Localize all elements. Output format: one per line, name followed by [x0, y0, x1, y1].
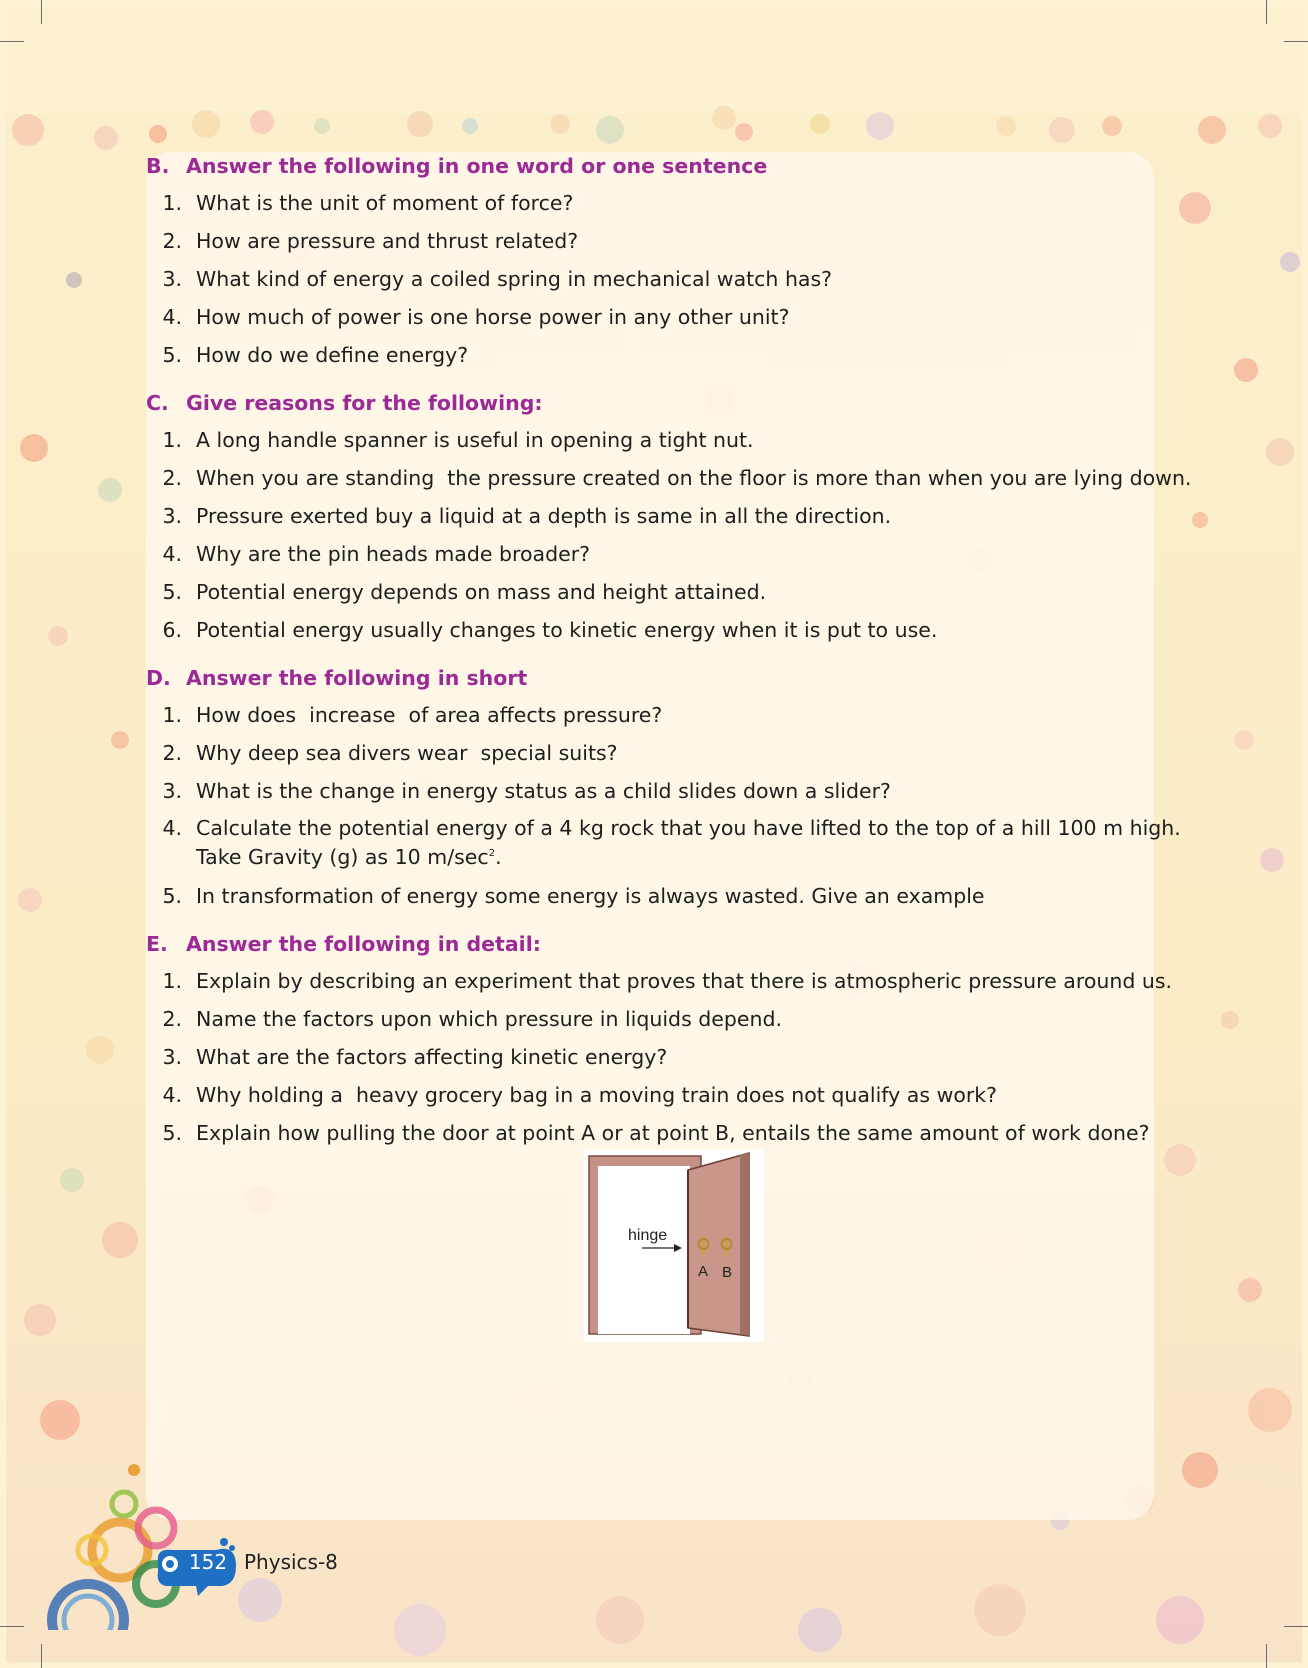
question-text-continuation: Take Gravity (g) as 10 m/sec	[196, 845, 489, 869]
question-number: 1.	[162, 428, 182, 452]
question-number: 1.	[162, 969, 182, 993]
question-text: How does increase of area affects pressure?	[196, 703, 663, 727]
punctuation: .	[495, 845, 502, 869]
question-text: Potential energy depends on mass and height attained.	[196, 580, 767, 604]
section-letter: C.	[146, 391, 169, 415]
question-text: Name the factors upon which pressure in liquids depend.	[196, 1007, 783, 1031]
question-item	[146, 611, 1156, 649]
door-leaf	[688, 1153, 749, 1336]
question-text-block	[196, 814, 1181, 872]
question-text: What kind of energy a coiled spring in mechanical watch has?	[196, 267, 833, 291]
section-c	[146, 385, 1192, 649]
section-d	[146, 660, 1181, 915]
question-item	[146, 497, 1156, 535]
section-heading	[146, 385, 1156, 421]
question-number: 4.	[162, 1083, 182, 1107]
section-title: Answer the following in short	[186, 666, 528, 690]
question-text: Explain how pulling the door at point A or at point B, entails the same amount of work done?	[196, 1121, 1150, 1145]
question-text: Explain by describing an experiment that proves that there is atmospheric pressure around us.	[196, 969, 1173, 993]
question-text: When you are standing the pressure created on the floor is more than when you are lying down.	[196, 466, 1192, 490]
question-item	[146, 535, 1156, 573]
question-number: 5.	[162, 884, 182, 908]
section-e	[146, 926, 1173, 1152]
question-number: 3.	[162, 1045, 182, 1069]
question-text: What are the factors affecting kinetic energy?	[196, 1045, 668, 1069]
question-text-line2	[196, 843, 1181, 872]
section-letter: B.	[146, 154, 170, 178]
section-letter: D.	[146, 666, 171, 690]
question-number: 6.	[162, 618, 182, 642]
question-number: 5.	[162, 580, 182, 604]
section-heading	[146, 926, 1156, 962]
question-item	[146, 877, 1156, 915]
question-text: In transformation of energy some energy is always wasted. Give an example	[196, 884, 985, 908]
door-figure	[584, 1150, 764, 1342]
question-item	[146, 1076, 1156, 1114]
question-item	[146, 1000, 1156, 1038]
section-heading	[146, 660, 1156, 696]
question-number: 2.	[162, 229, 182, 253]
question-text: How much of power is one horse power in any other unit?	[196, 305, 790, 329]
question-item	[146, 696, 1156, 734]
section-title: Answer the following in detail:	[186, 932, 541, 956]
question-number: 2.	[162, 466, 182, 490]
question-number: 3.	[162, 779, 182, 803]
question-text: How do we define energy?	[196, 343, 469, 367]
question-item	[146, 336, 1156, 374]
question-text: Calculate the potential energy of a 4 kg rock that you have lifted to the top of a hill 100 m high.	[196, 816, 1181, 840]
question-item	[146, 962, 1173, 1000]
question-number: 2.	[162, 741, 182, 765]
question-text: Potential energy usually changes to kinetic energy when it is put to use.	[196, 618, 938, 642]
question-text: What is the unit of moment of force?	[196, 191, 574, 215]
question-text: Why holding a heavy grocery bag in a moving train does not qualify as work?	[196, 1083, 998, 1107]
question-item	[146, 1038, 1156, 1076]
question-text: A long handle spanner is useful in opening a tight nut.	[196, 428, 754, 452]
question-item	[146, 734, 1156, 772]
section-title: Answer the following in one word or one sentence	[186, 154, 768, 178]
question-item	[146, 1114, 1156, 1152]
question-text: Pressure exerted buy a liquid at a depth is same in all the direction.	[196, 504, 892, 528]
question-text: How are pressure and thrust related?	[196, 229, 579, 253]
question-number: 5.	[162, 343, 182, 367]
question-item	[146, 459, 1192, 497]
question-number: 3.	[162, 267, 182, 291]
point-b-label: B	[722, 1264, 733, 1281]
section-heading	[146, 148, 1156, 184]
question-item	[146, 810, 1181, 877]
section-letter: E.	[146, 932, 168, 956]
question-item	[146, 298, 1156, 336]
footer-rings-decoration	[40, 1430, 240, 1630]
question-number: 4.	[162, 305, 182, 329]
question-number: 1.	[162, 703, 182, 727]
question-text: Why are the pin heads made broader?	[196, 542, 591, 566]
section-b	[146, 148, 1156, 374]
book-title: Physics-8	[244, 1550, 338, 1574]
point-a-label: A	[698, 1263, 709, 1280]
question-item	[146, 222, 1156, 260]
section-title: Give reasons for the following:	[186, 391, 543, 415]
question-item	[146, 260, 1156, 298]
exponent: 2	[488, 848, 496, 860]
question-number: 3.	[162, 504, 182, 528]
question-item	[146, 421, 1156, 459]
hinge-label: hinge	[628, 1227, 668, 1244]
question-item	[146, 184, 1156, 222]
question-number: 4.	[162, 816, 182, 840]
question-number: 5.	[162, 1121, 182, 1145]
question-item	[146, 772, 1156, 810]
question-text: Why deep sea divers wear special suits?	[196, 741, 618, 765]
question-number: 4.	[162, 542, 182, 566]
page-number: 152	[188, 1550, 228, 1574]
question-number: 1.	[162, 191, 182, 215]
question-text: What is the change in energy status as a child slides down a slider?	[196, 779, 891, 803]
question-number: 2.	[162, 1007, 182, 1031]
door-edge	[740, 1153, 749, 1336]
question-content	[146, 148, 1192, 1163]
question-item	[146, 573, 1156, 611]
